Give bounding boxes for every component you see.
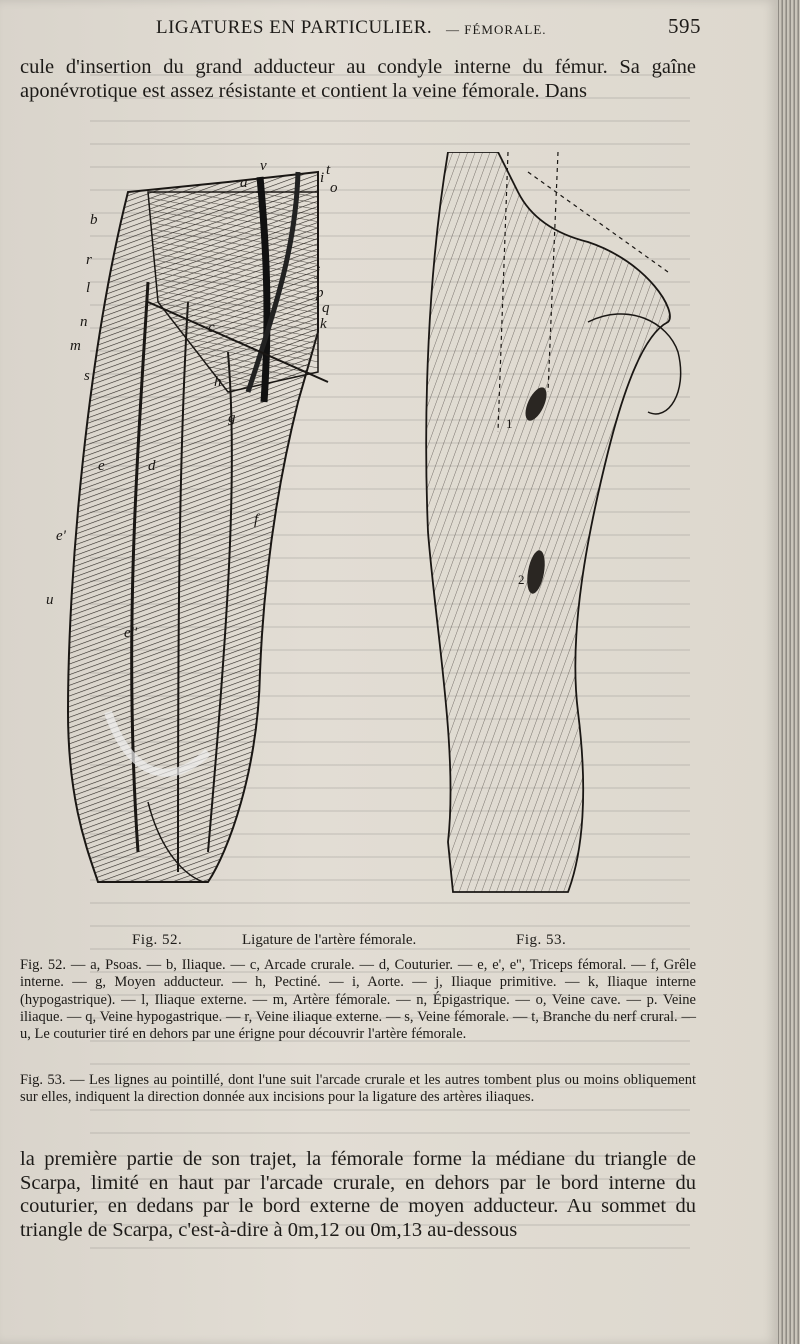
label-a: a [240,175,248,191]
label-s: s [84,368,90,384]
figure-52-legend [20,957,696,1043]
running-title: LIGATURES EN PARTICULIER. [156,17,433,38]
label-k: k [320,316,327,332]
label-g: g [228,410,236,426]
running-section: — FÉMORALE. [446,22,547,37]
label-q: q [322,300,330,316]
label-c: c [208,320,215,336]
label-o: o [330,180,338,196]
label-t: t [326,162,331,178]
label-i: i [320,170,325,186]
body-paragraph-bottom [20,1148,696,1242]
incision-label-1: 1 [506,416,513,431]
fig-52-caption: Fig. 52. [132,932,183,948]
incision-label-2: 2 [518,572,525,587]
figure-53-legend [20,1072,696,1107]
label-n: n [80,314,88,330]
legend-53-text: Fig. 53. — Les lignes au pointillé, dont l'une suit l'arcade crurale et les autres tombent plus ou moins obliquement sur elles, indiquent la direction donnée aux incisions pour la ligature des artères iliaques. [20,1072,696,1106]
running-head [156,14,701,40]
body-paragraph-top [20,56,696,103]
label-l: l [86,280,91,296]
label-e: e [98,458,105,474]
bottom-text: la première partie de son trajet, la fémorale forme la médiane du triangle de Scarpa, limité en haut par l'arcade crurale, en dehors par le bord interne du couturier, en dedans par le bord externe de moyen adducteur. Au sommet du triangle de Scarpa, c'est-à-dire à 0m,12 ou 0m,13 au-dessous [20,1148,696,1241]
label-d: d [148,458,156,474]
label-u: u [46,592,54,608]
book-edge [778,0,800,1344]
label-e-prime: e' [56,528,66,544]
label-f: f [254,512,259,528]
label-h: h [214,374,222,390]
label-b: b [90,212,98,228]
label-j: j [316,264,321,280]
figure-53-drawing [426,152,680,892]
page-number: 595 [668,14,701,38]
figure-area [28,152,728,927]
legend-52-text: Fig. 52. — a, Psoas. — b, Iliaque. — c, Arcade crurale. — d, Couturier. — e, e', e'', Triceps fémoral. — f, Grêle interne. — g, Moyen adducteur. — h, Pectiné. — i, Aorte. — j, Iliaque primitive. — k, Iliaque interne (hypogastrique). — l, Iliaque externe. — m, Artère fémorale. — n, Épigastrique. — o, Veine cave. — p. Veine iliaque. — q, Veine hypogastrique. — r, Veine iliaque externe. — s, Veine fémorale. — t, Branche du nerf crural. — u, Le couturier tiré en dehors par une érigne pour découvrir l'artère fémorale. [20,957,696,1043]
figure-title: Ligature de l'artère fémorale. [242,932,417,948]
fig-53-caption: Fig. 53. [516,932,567,948]
anatomical-illustration [28,152,728,927]
label-r: r [86,252,92,268]
top-text: cule d'insertion du grand adducteur au condyle interne du fémur. Sa gaîne aponévrotique est assez résistante et contient la veine fémorale. Dans [20,56,696,102]
figure-caption-line [20,932,700,952]
label-v: v [260,158,267,174]
label-p: p [316,285,324,301]
label-m: m [70,338,81,354]
figure-52-drawing [68,172,328,882]
label-e-double-prime: e'' [124,625,138,641]
